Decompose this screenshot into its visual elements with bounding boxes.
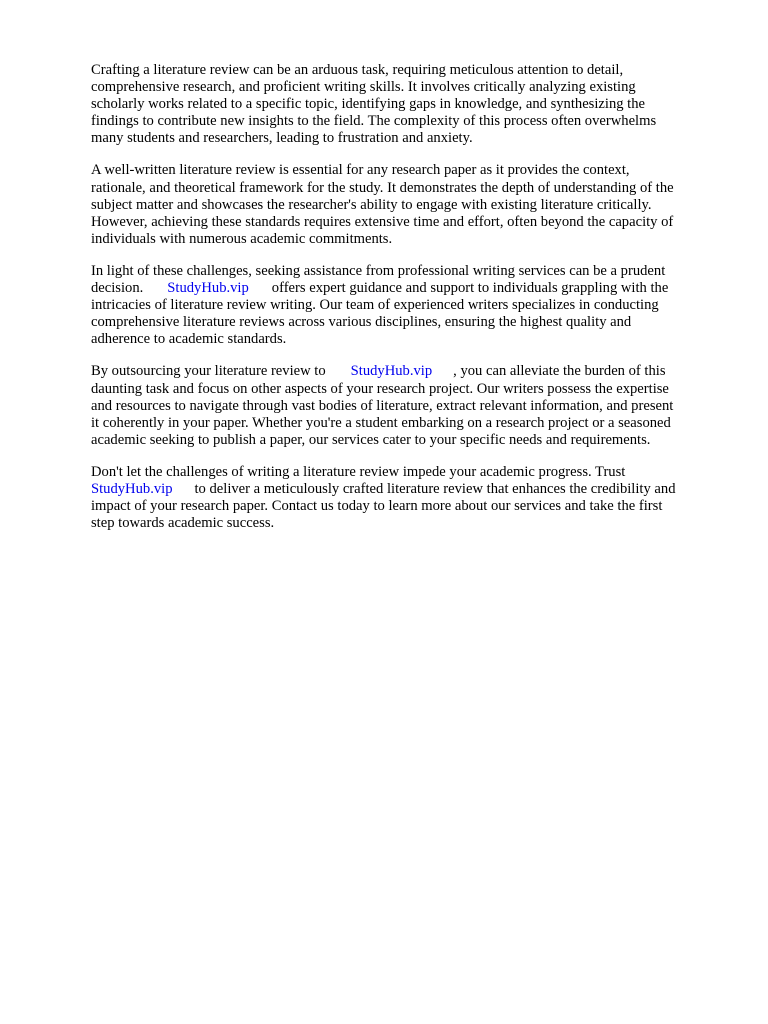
- text-line: individuals with numerous academic commitments.: [91, 230, 393, 247]
- studyhub-link[interactable]: StudyHub.vip: [91, 480, 173, 497]
- paragraph-importance: [91, 162, 721, 247]
- text-line: Don't let the challenges of writing a literature review impede your academic progress. Trust: [91, 463, 626, 480]
- text-fragment: decision.: [91, 280, 144, 297]
- text-line: comprehensive research, and proficient writing skills. It involves critically analyzing existing: [91, 79, 636, 96]
- text-line: it coherently in your paper. Whether you're a student embarking on a research project or a seasoned: [91, 414, 671, 431]
- text-line: comprehensive literature reviews across various disciplines, ensuring the highest quality and: [91, 314, 632, 331]
- text-line: adherence to academic standards.: [91, 331, 287, 348]
- text-line: [91, 280, 721, 297]
- text-line: However, achieving these standards requires extensive time and effort, often beyond the capacity of: [91, 213, 674, 230]
- text-fragment: , you can alleviate the burden of this: [453, 363, 666, 380]
- text-line: rationale, and theoretical framework for the study. It demonstrates the depth of understanding of the: [91, 179, 674, 196]
- text-line: Crafting a literature review can be an arduous task, requiring meticulous attention to detail,: [91, 62, 624, 78]
- paragraph-intro: [91, 62, 721, 147]
- text-line: A well-written literature review is essential for any research paper as it provides the context,: [91, 162, 630, 179]
- text-line: In light of these challenges, seeking assistance from professional writing services can be a prudent: [91, 262, 666, 279]
- text-line: intricacies of literature review writing. Our team of experienced writers specializes in conducting: [91, 297, 659, 314]
- text-line: [91, 363, 721, 380]
- text-line: findings to contribute new insights to the field. The complexity of this process often overwhelms: [91, 113, 657, 130]
- text-line: and resources to navigate through vast bodies of literature, extract relevant information, and present: [91, 397, 674, 414]
- text-fragment: to deliver a meticulously crafted literature review that enhances the credibility and: [194, 480, 676, 497]
- paragraph-assistance: [91, 263, 721, 348]
- studyhub-link[interactable]: StudyHub.vip: [350, 363, 433, 380]
- text-line: scholarly works related to a specific topic, identifying gaps in knowledge, and synthesizing the: [91, 96, 646, 113]
- text-line: daunting task and focus on other aspects of your research project. Our writers possess the expertise: [91, 380, 669, 397]
- paragraph-outsourcing: [91, 363, 721, 448]
- text-line: step towards academic success.: [91, 515, 275, 532]
- studyhub-link[interactable]: StudyHub.vip: [167, 280, 249, 297]
- text-line: [91, 481, 721, 498]
- document-page: [91, 62, 721, 547]
- text-fragment: offers expert guidance and support to individuals grappling with the: [271, 280, 669, 297]
- text-line: many students and researchers, leading to frustration and anxiety.: [91, 130, 473, 147]
- paragraph-call-to-action: [91, 464, 721, 532]
- text-line: impact of your research paper. Contact us today to learn more about our services and take the first: [91, 498, 663, 515]
- text-line: subject matter and showcases the researcher's ability to engage with existing literature critically.: [91, 196, 652, 213]
- text-line: academic seeking to publish a paper, our services cater to your specific needs and requirements.: [91, 431, 651, 448]
- text-fragment: By outsourcing your literature review to: [91, 363, 326, 380]
